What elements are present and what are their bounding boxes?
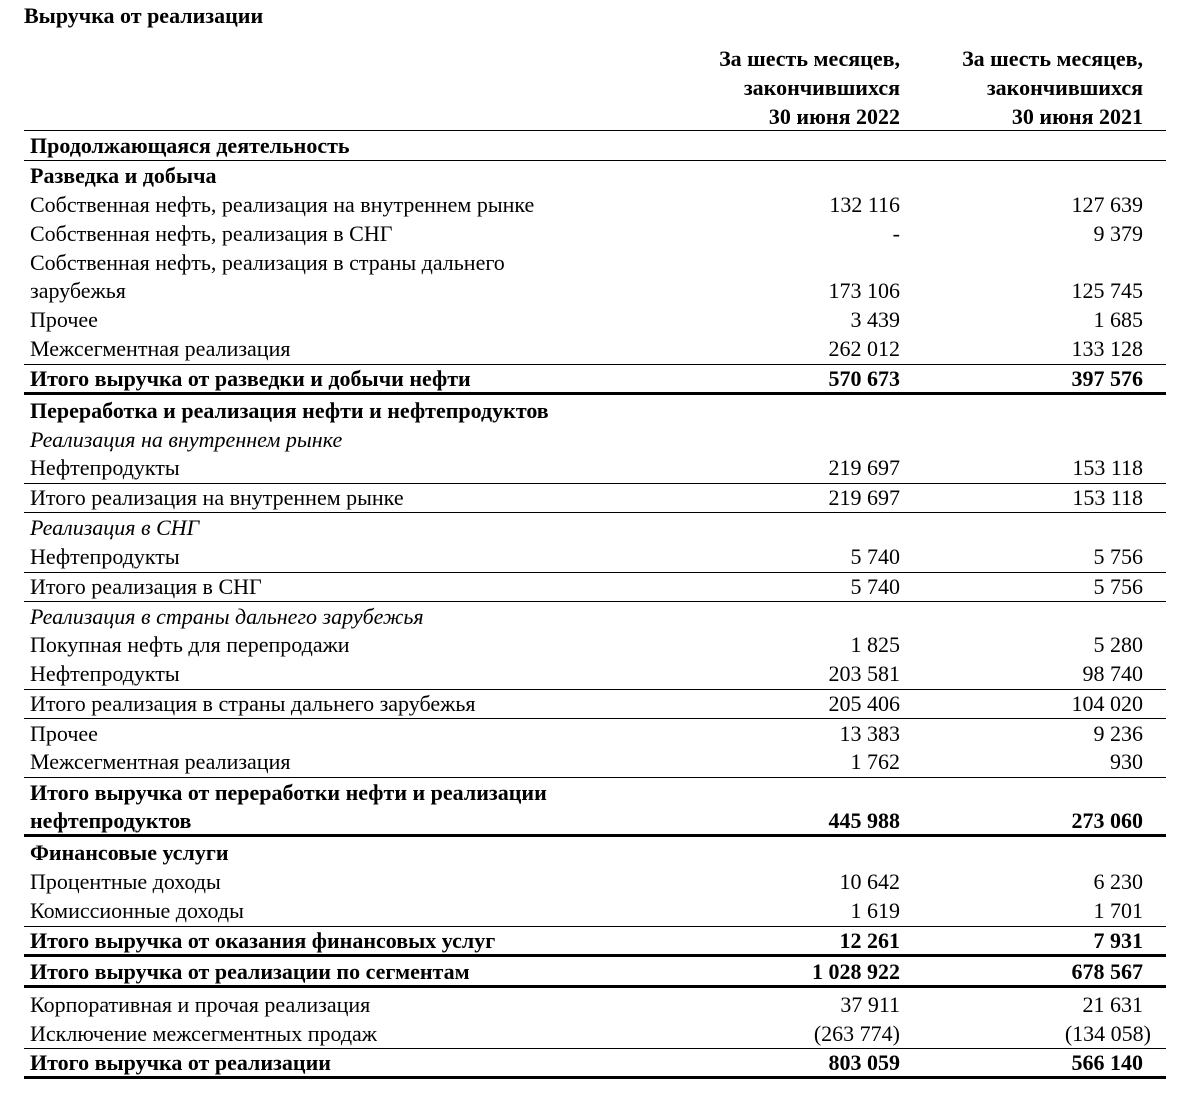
value-2021: 153 118: [1072, 455, 1143, 480]
value-2022: 262 012: [828, 336, 900, 361]
row-label: Межсегментная реализация: [30, 336, 291, 361]
column-header-line: закончившихся: [743, 75, 900, 100]
row-label: Нефтепродукты: [30, 544, 180, 569]
table-row: [30, 190, 1166, 219]
value-2022: 1 825: [850, 632, 900, 657]
row-label: зарубежья: [30, 278, 126, 303]
value-2021: 9 379: [1093, 221, 1143, 246]
section-heading-row: [30, 396, 1166, 425]
table-row: [30, 659, 1166, 688]
value-2021: 7 931: [1093, 928, 1143, 953]
row-label: Процентные доходы: [30, 869, 221, 894]
value-2021: (134 058): [1064, 1021, 1151, 1046]
value-2022: 3 439: [850, 307, 900, 332]
table-row: [30, 630, 1166, 659]
row-label: Реализация на внутреннем рынке: [30, 427, 343, 452]
table-row: [30, 867, 1166, 896]
page-title: Выручка от реализации: [24, 3, 264, 28]
value-2021: 5 756: [1093, 574, 1143, 599]
value-2022: 37 911: [840, 992, 900, 1017]
subtotal-row: [30, 572, 1166, 601]
table-row: [30, 248, 1166, 277]
row-label: Итого выручка от переработки нефти и реализации: [30, 780, 547, 805]
table-row: [30, 305, 1166, 334]
value-2022: 445 988: [828, 808, 900, 833]
value-2022: 803 059: [828, 1050, 900, 1075]
row-label: Итого выручка от реализации по сегментам: [30, 959, 470, 984]
row-label: Итого реализация в СНГ: [30, 574, 262, 599]
row-label: Итого выручка от оказания финансовых услуг: [30, 928, 496, 953]
section-heading-row: [30, 131, 1166, 160]
value-2021: 9 236: [1093, 721, 1143, 746]
value-2021: 930: [1110, 749, 1143, 774]
value-2022: 12 261: [839, 928, 900, 953]
column-header-line: 30 июня 2021: [1011, 104, 1143, 129]
row-label: Реализация в СНГ: [30, 515, 200, 540]
value-2021: 566 140: [1071, 1050, 1143, 1075]
value-2021: 133 128: [1071, 336, 1143, 361]
value-2021: 678 567: [1071, 959, 1143, 984]
value-2022: 203 581: [828, 661, 900, 686]
value-2022: (263 774): [813, 1021, 900, 1046]
value-2021: 5 280: [1093, 632, 1143, 657]
value-2021: 397 576: [1071, 366, 1143, 391]
value-2022: 205 406: [828, 691, 900, 716]
row-label: Исключение межсегментных продаж: [30, 1021, 378, 1046]
row-label: Реализация в страны дальнего зарубежья: [30, 604, 424, 629]
subsection-heading-row: [30, 513, 1166, 542]
row-label: Итого выручка от реализации: [30, 1050, 331, 1075]
row-label: Разведка и добыча: [30, 163, 217, 188]
row-label: Прочее: [30, 307, 98, 332]
row-label: Собственная нефть, реализация на внутреннем рынке: [30, 192, 535, 217]
grand-total-row: [30, 1048, 1166, 1077]
table-row: [30, 747, 1166, 776]
total-row: [30, 926, 1166, 955]
total-row: [30, 806, 1166, 835]
table-row: [30, 334, 1166, 363]
value-2022: -: [892, 221, 900, 246]
row-label: Итого реализация на внутреннем рынке: [30, 485, 404, 510]
value-2021: 1 685: [1093, 307, 1143, 332]
subsection-heading-row: [30, 602, 1166, 631]
value-2021: 98 740: [1082, 661, 1143, 686]
row-label: Комиссионные доходы: [30, 898, 244, 923]
table-row: [30, 219, 1166, 248]
column-header-2021: [843, 44, 1143, 131]
row-label: Продолжающаяся деятельность: [30, 133, 350, 158]
row-label: Корпоративная и прочая реализация: [30, 992, 371, 1017]
value-2021: 127 639: [1071, 192, 1143, 217]
row-label: Итого выручка от разведки и добычи нефти: [30, 366, 471, 391]
table-row: [30, 276, 1166, 305]
value-2022: 10 642: [839, 869, 900, 894]
table-row: [30, 453, 1166, 482]
row-label: Итого реализация в страны дальнего зарубежья: [30, 691, 476, 716]
total-row: [30, 778, 1166, 807]
section-heading-row: [30, 161, 1166, 190]
column-header-line: 30 июня 2022: [768, 104, 900, 129]
table-row: [30, 542, 1166, 571]
table-row: [30, 1019, 1166, 1048]
section-heading-row: [30, 838, 1166, 867]
value-2022: 173 106: [828, 278, 900, 303]
value-2021: 21 631: [1082, 992, 1143, 1017]
value-2022: 219 697: [828, 455, 900, 480]
value-2021: 5 756: [1093, 544, 1143, 569]
value-2021: 104 020: [1071, 691, 1143, 716]
row-label: Покупная нефть для перепродажи: [30, 632, 350, 657]
row-label: Финансовые услуги: [30, 840, 229, 865]
value-2022: 1 762: [850, 749, 900, 774]
column-header-line: За шесть месяцев,: [962, 46, 1143, 71]
value-2022: 219 697: [828, 485, 900, 510]
total-row: [30, 957, 1166, 986]
value-2022: 5 740: [850, 574, 900, 599]
row-label: Переработка и реализация нефти и нефтепродуктов: [30, 398, 549, 423]
value-2021: 153 118: [1072, 485, 1143, 510]
value-2021: 125 745: [1071, 278, 1143, 303]
table-row: [30, 896, 1166, 925]
table-row: [30, 719, 1166, 748]
value-2022: 1 028 922: [812, 959, 900, 984]
value-2021: 273 060: [1071, 808, 1143, 833]
row-label: Собственная нефть, реализация в страны дальнего: [30, 250, 505, 275]
value-2022: 132 116: [829, 192, 900, 217]
column-header-line: закончившихся: [986, 75, 1143, 100]
value-2021: 1 701: [1093, 898, 1143, 923]
subtotal-row: [30, 689, 1166, 718]
row-label: Нефтепродукты: [30, 661, 180, 686]
column-header-line: За шесть месяцев,: [719, 46, 900, 71]
subtotal-row: [30, 483, 1166, 512]
value-2022: 1 619: [850, 898, 900, 923]
value-2022: 5 740: [850, 544, 900, 569]
row-label: Прочее: [30, 721, 98, 746]
row-label: Собственная нефть, реализация в СНГ: [30, 221, 393, 246]
value-2021: 6 230: [1093, 869, 1143, 894]
subsection-heading-row: [30, 425, 1166, 454]
row-label: Межсегментная реализация: [30, 749, 291, 774]
row-label: нефтепродуктов: [30, 808, 192, 833]
table-row: [30, 990, 1166, 1019]
row-label: Нефтепродукты: [30, 455, 180, 480]
total-row: [30, 364, 1166, 393]
value-2022: 570 673: [828, 366, 900, 391]
value-2022: 13 383: [839, 721, 900, 746]
